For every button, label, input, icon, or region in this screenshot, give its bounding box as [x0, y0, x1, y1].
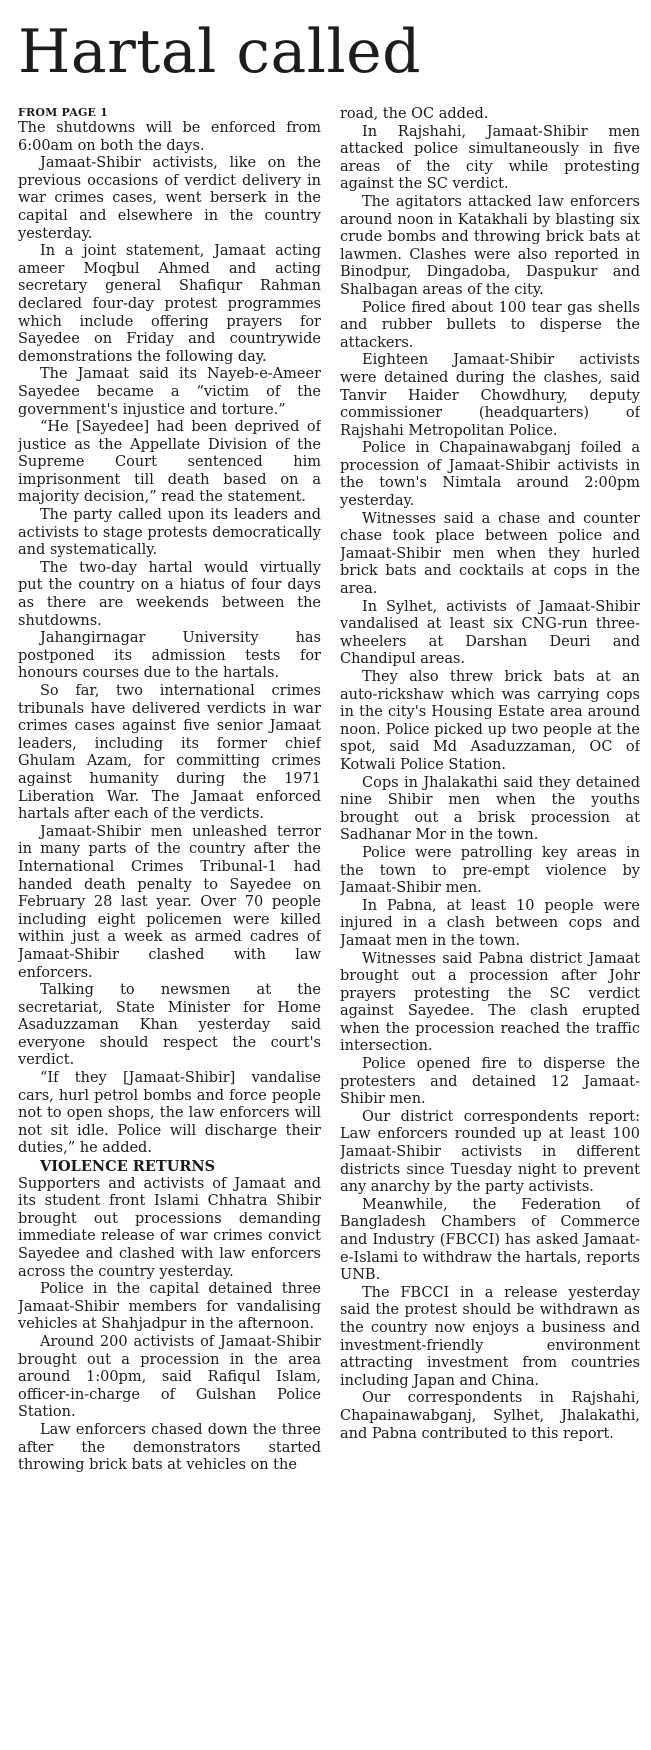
- headline: Hartal called: [18, 17, 422, 87]
- paragraph: Eighteen Jamaat-Shibir activists were detained during the clashes, said Tanvir Haider Chowdhury, deputy commissioner (headquarters) of Rajshahi Metropolitan Police.: [340, 352, 640, 439]
- paragraph: Jamaat-Shibir activists, like on the previous occasions of verdict delivery in war crimes cases, went berserk in the capital and elsewhere in the country yesterday.: [18, 155, 321, 242]
- paragraph: In a joint statement, Jamaat acting ameer Moqbul Ahmed and acting secretary general Shafiqur Rahman declared four-day protest programmes which include offering prayers for Sayedee on Friday and countrywide demonstrations the following day.: [18, 243, 321, 365]
- paragraph: Law enforcers chased down the three after the demonstrators started throwing brick bats at vehicles on the: [18, 1421, 321, 1474]
- paragraph: Cops in Jhalakathi said they detained nine Shibir men when the youths brought out a brisk procession at Sadhanar Mor in the town.: [340, 774, 640, 844]
- paragraph: The agitators attacked law enforcers around noon in Katakhali by blasting six crude bombs and throwing brick bats at lawmen. Clashes were also reported in Binodpur, Dingadoba, Daspukur and Shalbagan areas of the city.: [340, 193, 640, 298]
- paragraph: Witnesses said a chase and counter chase took place between police and Jamaat-Shibir men when they hurled brick bats and cocktails at cops in the area.: [340, 510, 640, 598]
- paragraph: Our correspondents in Rajshahi, Chapainawabganj, Sylhet, Jhalakathi, and Pabna contributed to this report.: [340, 1390, 640, 1442]
- paragraph: The shutdowns will be enforced from 6:00am on both the days.: [18, 120, 321, 154]
- paragraph: Police opened fire to disperse the protesters and detained 12 Jamaat-Shibir men.: [340, 1056, 640, 1108]
- paragraph: So far, two international crimes tribunals have delivered verdicts in war crimes cases against five senior Jamaat leaders, including its former chief Ghulam Azam, for committing crimes against humanity during the 1971 Liberation War. The Jamaat enforced hartals after each of the verdicts.: [18, 683, 321, 823]
- article-column-left: [18, 106, 321, 1746]
- paragraph: The two-day hartal would virtually put the country on a hiatus of four days as there are weekends between the shutdowns.: [18, 559, 321, 629]
- paragraph: Jahangirnagar University has postponed its admission tests for honours courses due to the hartals.: [18, 630, 321, 682]
- paragraph: Talking to newsmen at the secretariat, State Minister for Home Asaduzzaman Khan yesterday said everyone should respect the court's verdict.: [18, 982, 321, 1069]
- paragraph: Around 200 activists of Jamaat-Shibir brought out a procession in the area around 1:00pm, said Rafiqul Islam, officer-in-charge of Gulshan Police Station.: [18, 1333, 321, 1421]
- paragraph: Police fired about 100 tear gas shells and rubber bullets to disperse the attackers.: [340, 299, 640, 351]
- paragraph: In Sylhet, activists of Jamaat-Shibir vandalised at least six CNG-run three-wheelers at Darshan Deuri and Chandipul areas.: [340, 598, 640, 668]
- paragraph: Police in the capital detained three Jamaat-Shibir members for vandalising vehicles at Shahjadpur in the afternoon.: [18, 1281, 321, 1333]
- paragraph: Supporters and activists of Jamaat and its student front Islami Chhatra Shibir brought out processions demanding immediate release of war crimes convict Sayedee and clashed with law enforcers across the country yesterday.: [18, 1175, 321, 1280]
- paragraph: “If they [Jamaat-Shibir] vandalise cars, hurl petrol bombs and force people not to open shops, the law enforcers will not sit idle. Police will discharge their duties,” he added.: [18, 1070, 321, 1157]
- subheading: VIOLENCE RETURNS: [40, 1158, 216, 1176]
- paragraph: Witnesses said Pabna district Jamaat brought out a procession after Johr prayers protesting the SC verdict against Sayedee. The clash erupted when the procession reached the traffic intersection.: [340, 950, 640, 1055]
- paragraph: Jamaat-Shibir men unleashed terror in many parts of the country after the International Crimes Tribunal-1 had handed death penalty to Sayedee on February 28 last year. Over 70 people including eight policemen were killed within just a week as armed cadres of Jamaat-Shibir clashed with law enforcers.: [18, 823, 321, 981]
- paragraph: In Rajshahi, Jamaat-Shibir men attacked police simultaneously in five areas of the city while protesting against the SC verdict.: [340, 123, 640, 193]
- paragraph: Police were patrolling key areas in the town to pre-empt violence by Jamaat-Shibir men.: [340, 844, 640, 897]
- paragraph: Police in Chapainawabganj foiled a procession of Jamaat-Shibir activists in the town's Nimtala around 2:00pm yesterday.: [340, 440, 640, 510]
- paragraph: road, the OC added.: [340, 106, 489, 122]
- paragraph: Our district correspondents report: Law enforcers rounded up at least 100 Jamaat-Shibir activists in different districts since Tuesday night to prevent any anarchy by the party activists.: [340, 1108, 640, 1196]
- paragraph: The Jamaat said its Nayeb-e-Ameer Sayedee became a “victim of the government's injustice and torture.”: [18, 366, 321, 418]
- paragraph: Meanwhile, the Federation of Bangladesh Chambers of Commerce and Industry (FBCCI) has asked Jamaat-e-Islami to withdraw the hartals, reports UNB.: [340, 1196, 640, 1284]
- article-column-right: [340, 106, 640, 1746]
- paragraph: “He [Sayedee] had been deprived of justice as the Appellate Division of the Supreme Court sentenced him imprisonment till death based on a majority decision,” read the statement.: [18, 419, 321, 506]
- paragraph: In Pabna, at least 10 people were injured in a clash between cops and Jamaat men in the town.: [340, 897, 640, 949]
- paragraph: The FBCCI in a release yesterday said the protest should be withdrawn as the country now enjoys a business and investment-friendly environment attracting investment from countries including Japan and China.: [340, 1284, 640, 1389]
- paragraph: They also threw brick bats at an auto-rickshaw which was carrying cops in the city's Housing Estate area around noon. Police picked up two people at the spot, said Md Asaduzzaman, OC of Kotwali Police Station.: [340, 669, 640, 773]
- paragraph: The party called upon its leaders and activists to stage protests democratically and systematically.: [18, 507, 321, 559]
- continuation-label: FROM PAGE 1: [18, 106, 109, 119]
